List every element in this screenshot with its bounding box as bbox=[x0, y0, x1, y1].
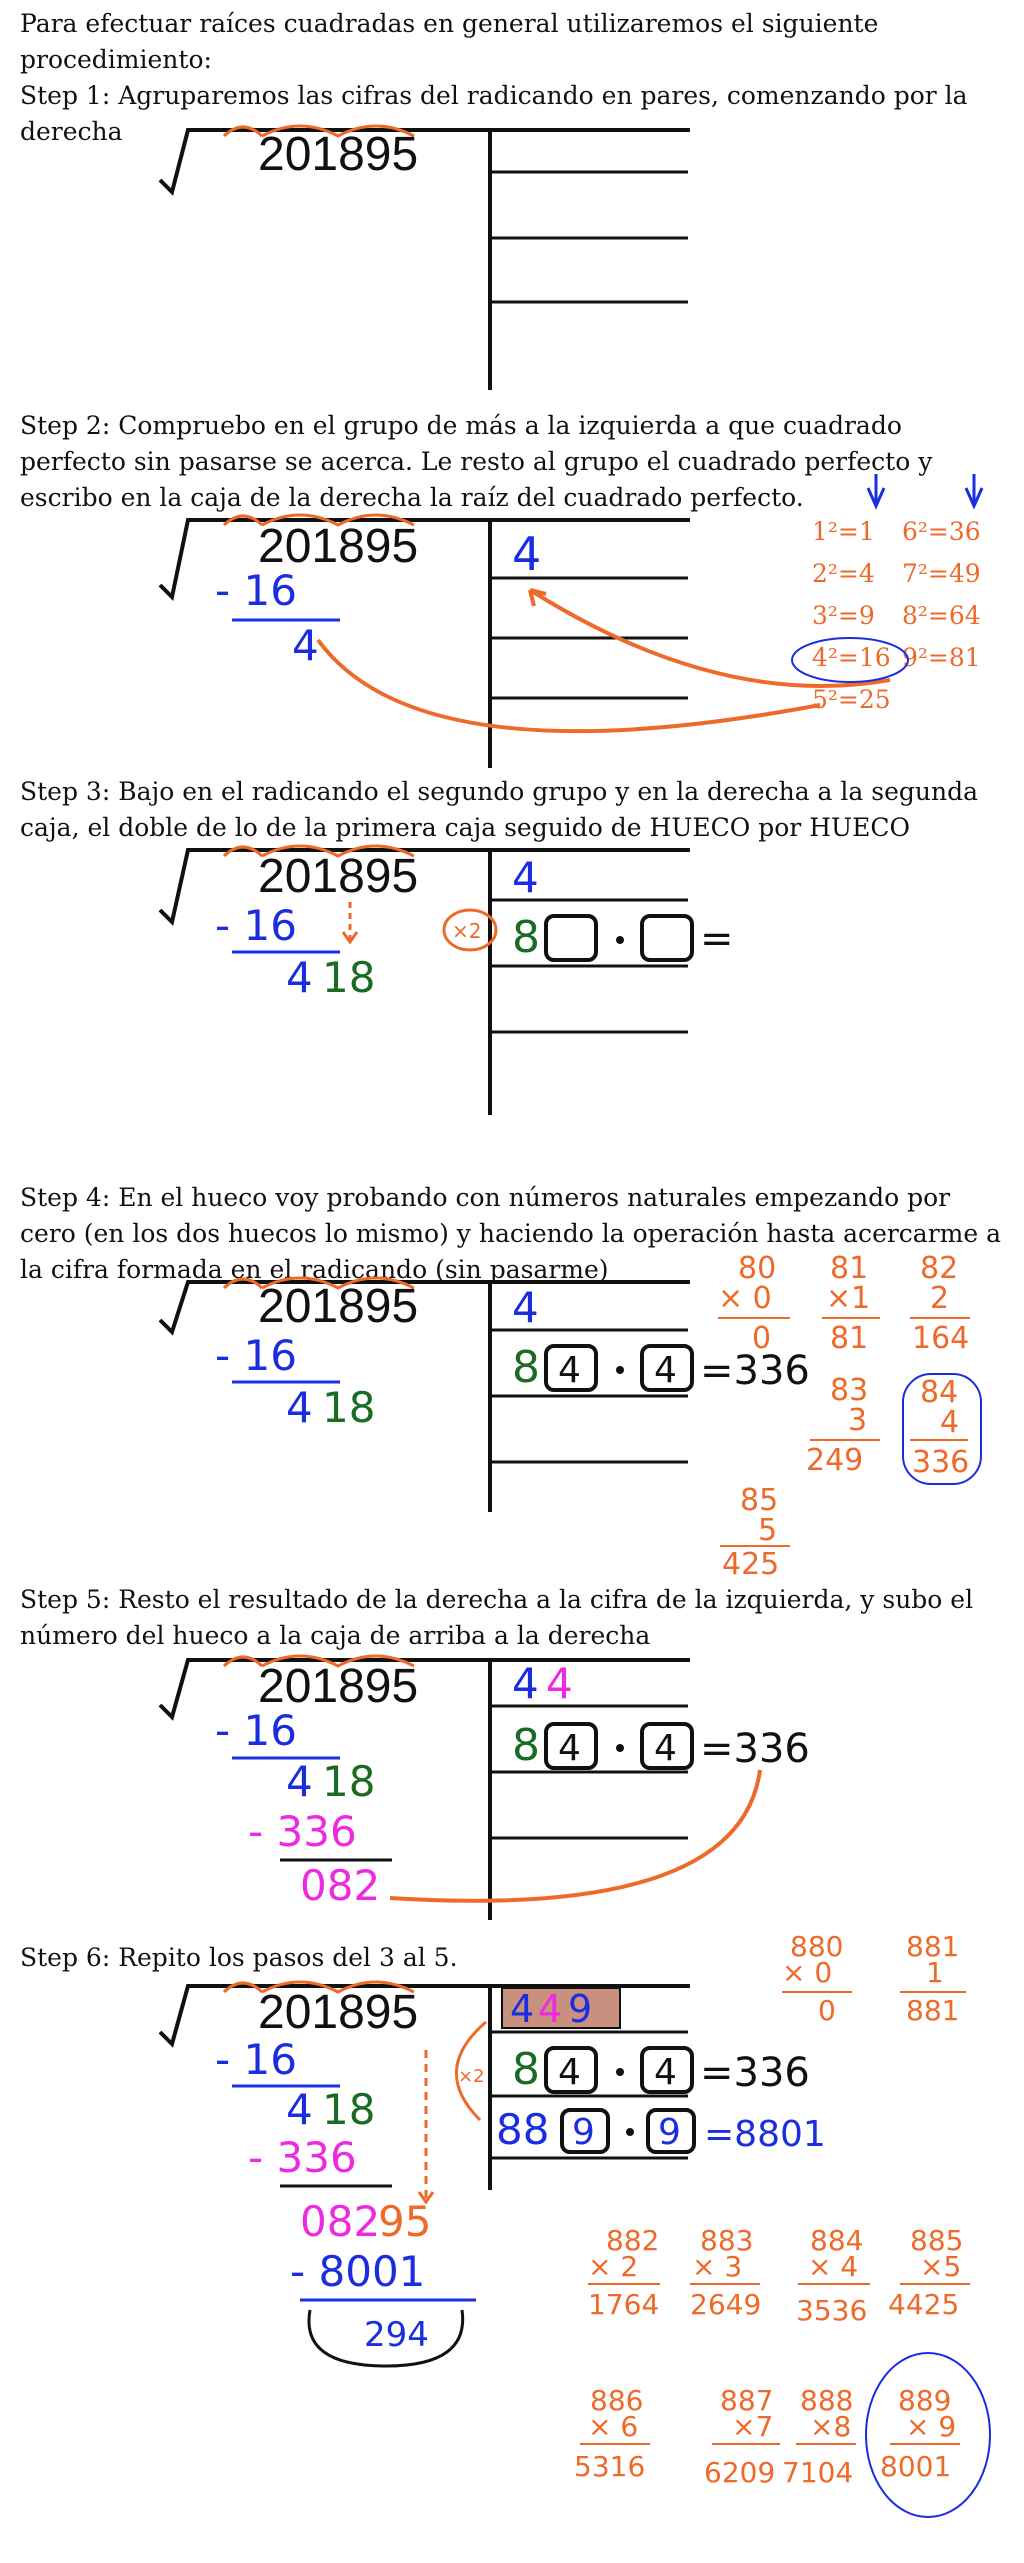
svg-text:882: 882 bbox=[606, 2224, 660, 2257]
svg-text:883: 883 bbox=[700, 2224, 754, 2257]
svg-text:×1: ×1 bbox=[826, 1281, 871, 1316]
svg-text:85: 85 bbox=[740, 1483, 779, 1518]
svg-text:1764: 1764 bbox=[588, 2288, 660, 2321]
square-entry: 8²=64 bbox=[902, 601, 981, 630]
svg-text:× 0: × 0 bbox=[718, 1281, 772, 1316]
gap-digit: 4 bbox=[558, 2052, 581, 2093]
step-2-diagram bbox=[0, 470, 1024, 770]
multiply-dot bbox=[616, 1366, 624, 1374]
remainder: 4 bbox=[286, 2085, 313, 2134]
new-root-digit: 4 bbox=[546, 1659, 573, 1708]
svg-text:× 9: × 9 bbox=[906, 2410, 957, 2443]
svg-text:0: 0 bbox=[818, 1994, 836, 2027]
multiply-dot bbox=[616, 2068, 624, 2076]
difference: 082 bbox=[300, 2197, 381, 2246]
lowered-digits: 18 bbox=[322, 953, 376, 1002]
svg-text:2649: 2649 bbox=[690, 2288, 762, 2321]
difference: 082 bbox=[300, 1861, 381, 1910]
svg-text:164: 164 bbox=[912, 1321, 970, 1356]
gap-box bbox=[642, 916, 692, 960]
product-result: =336 bbox=[700, 2050, 810, 2096]
svg-text:885: 885 bbox=[910, 2224, 964, 2257]
square-entry: 9²=81 bbox=[902, 643, 981, 672]
svg-text:8001: 8001 bbox=[880, 2450, 952, 2483]
svg-text:84: 84 bbox=[920, 1375, 959, 1410]
svg-text:1: 1 bbox=[926, 1956, 944, 1989]
subtrahend-8001: - 8001 bbox=[290, 2247, 426, 2296]
remainder: 4 bbox=[286, 1383, 313, 1432]
square-entry: 3²=9 bbox=[812, 601, 875, 630]
svg-text:× 2: × 2 bbox=[588, 2250, 639, 2283]
svg-text:889: 889 bbox=[898, 2384, 952, 2417]
gap-box bbox=[546, 916, 596, 960]
down-arrow-icon bbox=[966, 474, 982, 506]
svg-text:80: 80 bbox=[738, 1251, 777, 1286]
svg-text:4: 4 bbox=[940, 1405, 960, 1440]
svg-text:81: 81 bbox=[830, 1321, 869, 1356]
root-digit: 4 bbox=[510, 1987, 535, 2031]
gap-digit: 9 bbox=[572, 2112, 595, 2153]
svg-text:249: 249 bbox=[806, 1443, 864, 1478]
step-3-text: Step 3: Bajo en el radicando el segundo grupo y en la derecha a la segunda caja, el doble de lo de la primera caja seguido de HUECO por HUECO bbox=[20, 777, 978, 842]
lowered-digits: 18 bbox=[322, 2085, 376, 2134]
step-3-diagram bbox=[0, 840, 1024, 1120]
svg-text:880: 880 bbox=[790, 1930, 844, 1963]
product-result: =8801 bbox=[704, 2114, 826, 2155]
multiply-dot bbox=[626, 2128, 634, 2136]
svg-text:×7: ×7 bbox=[732, 2410, 774, 2443]
radical-sign bbox=[160, 130, 690, 192]
down-arrow-icon bbox=[868, 474, 884, 506]
lowered-digits: 18 bbox=[322, 1757, 376, 1806]
subtrahend: - 16 bbox=[215, 901, 297, 950]
square-entry: 4²=16 bbox=[812, 643, 891, 672]
arrow-remainder bbox=[318, 640, 820, 731]
trial-multiplications bbox=[574, 1930, 970, 2489]
root-digit: 9 bbox=[568, 1987, 593, 2031]
gap-digit: 4 bbox=[654, 1728, 677, 1769]
subtrahend-336: - 336 bbox=[248, 2133, 357, 2182]
svg-text:6209: 6209 bbox=[704, 2456, 776, 2489]
square-entry: 2²=4 bbox=[812, 559, 875, 588]
svg-text:83: 83 bbox=[830, 1373, 869, 1408]
svg-text:5: 5 bbox=[758, 1513, 778, 1548]
multiply-dot bbox=[616, 1744, 624, 1752]
square-entry: 7²=49 bbox=[902, 559, 981, 588]
subtrahend: - 16 bbox=[215, 1706, 297, 1755]
svg-text:881: 881 bbox=[906, 1994, 960, 2027]
gap-digit: 9 bbox=[658, 2112, 681, 2153]
svg-text:5316: 5316 bbox=[574, 2450, 646, 2483]
arrow-subtract bbox=[390, 1770, 760, 1901]
svg-text:3: 3 bbox=[848, 1403, 868, 1438]
step-6-text: Step 6: Repito los pasos del 3 al 5. bbox=[20, 1943, 458, 1972]
svg-text:881: 881 bbox=[906, 1930, 960, 1963]
radicand: 201895 bbox=[258, 1986, 419, 2039]
svg-text:0: 0 bbox=[752, 1321, 772, 1356]
radical-sign bbox=[160, 1282, 690, 1332]
radicand: 201895 bbox=[258, 850, 419, 903]
new-doubled-number: 88 bbox=[496, 2105, 550, 2154]
doubled-digit: 8 bbox=[512, 2044, 540, 2095]
svg-text:× 3: × 3 bbox=[692, 2250, 743, 2283]
root-digit: 4 bbox=[538, 1987, 563, 2031]
svg-text:4425: 4425 bbox=[888, 2288, 960, 2321]
intro-paragraph: Para efectuar raíces cuadradas en general utilizaremos el siguiente procedimiento: bbox=[20, 9, 879, 74]
root-digit: 4 bbox=[512, 527, 542, 581]
svg-text:425: 425 bbox=[722, 1547, 780, 1582]
step-6-diagram bbox=[0, 1920, 1024, 2560]
square-entry: 1²=1 bbox=[812, 517, 875, 546]
svg-text:2: 2 bbox=[930, 1281, 950, 1316]
svg-text:82: 82 bbox=[920, 1251, 959, 1286]
times-two-label: ×2 bbox=[452, 919, 482, 943]
svg-text:886: 886 bbox=[590, 2384, 644, 2417]
step-1-text: Step 1: Agruparemos las cifras del radicando en pares, comenzando por la derecha bbox=[20, 81, 968, 146]
radicand: 201895 bbox=[258, 128, 419, 181]
svg-text:× 4: × 4 bbox=[808, 2250, 859, 2283]
step-4-text: Step 4: En el hueco voy probando con números naturales empezando por cero (en los dos huecos lo mismo) y haciendo la operación hasta acercarme a la cifra formada en el radicando (sin pasarme) bbox=[20, 1183, 1002, 1284]
doubled-digit: 8 bbox=[512, 1342, 540, 1393]
radicand: 201895 bbox=[258, 520, 419, 573]
svg-text:884: 884 bbox=[810, 2224, 864, 2257]
step-2-text: Step 2: Compruebo en el grupo de más a la izquierda a que cuadrado perfecto sin pasarse se acerca. Le resto al grupo el cuadrado perfecto y escribo en la caja de la derecha la raíz del cuadrado perfecto. bbox=[20, 411, 933, 512]
product-result: =336 bbox=[700, 1348, 810, 1394]
square-entry: 5²=25 bbox=[812, 685, 891, 714]
product-result: =336 bbox=[700, 1726, 810, 1772]
remainder: 4 bbox=[286, 953, 313, 1002]
gap-digit: 4 bbox=[558, 1728, 581, 1769]
root-digit: 4 bbox=[512, 1659, 539, 1708]
radicand: 201895 bbox=[258, 1660, 419, 1713]
square-entry: 6²=36 bbox=[902, 517, 981, 546]
svg-text:887: 887 bbox=[720, 2384, 774, 2417]
step-5-diagram bbox=[0, 1650, 1024, 1930]
times-two-label: ×2 bbox=[458, 2066, 485, 2087]
doubled-digit: 8 bbox=[512, 912, 540, 963]
subtrahend: - 16 bbox=[215, 566, 297, 615]
gap-digit: 4 bbox=[654, 2052, 677, 2093]
remainder: 4 bbox=[286, 1757, 313, 1806]
remainder: 4 bbox=[292, 621, 319, 670]
radicand: 201895 bbox=[258, 1280, 419, 1333]
svg-text:3536: 3536 bbox=[796, 2294, 868, 2327]
root-digit: 4 bbox=[512, 1283, 539, 1332]
step-5-text: Step 5: Resto el resultado de la derecha a la cifra de la izquierda, y subo el número del hueco a la caja de arriba a la derecha bbox=[20, 1585, 974, 1650]
subtrahend: - 16 bbox=[215, 2035, 297, 2084]
step-4-diagram bbox=[0, 1250, 1024, 1590]
svg-text:7104: 7104 bbox=[782, 2456, 854, 2489]
trial-multiplications bbox=[718, 1251, 970, 1582]
doubled-digit: 8 bbox=[512, 1720, 540, 1771]
multiply-dot bbox=[616, 936, 624, 944]
gap-digit: 4 bbox=[558, 1350, 581, 1391]
gap-digit: 4 bbox=[654, 1350, 677, 1391]
svg-text:81: 81 bbox=[830, 1251, 869, 1286]
subtrahend: - 16 bbox=[215, 1331, 297, 1380]
svg-text:×5: ×5 bbox=[920, 2250, 962, 2283]
equals-sign: = bbox=[700, 916, 734, 962]
subtrahend-336: - 336 bbox=[248, 1807, 357, 1856]
svg-text:336: 336 bbox=[912, 1445, 970, 1480]
lowered-digits: 18 bbox=[322, 1383, 376, 1432]
root-digit: 4 bbox=[512, 853, 539, 902]
final-remainder: 294 bbox=[364, 2315, 429, 2355]
svg-text:888: 888 bbox=[800, 2384, 854, 2417]
svg-text:×8: ×8 bbox=[810, 2410, 852, 2443]
svg-text:× 0: × 0 bbox=[782, 1956, 833, 1989]
svg-text:× 6: × 6 bbox=[588, 2410, 639, 2443]
lowered-pair: 95 bbox=[378, 2197, 432, 2246]
step-1-diagram bbox=[0, 110, 1024, 400]
